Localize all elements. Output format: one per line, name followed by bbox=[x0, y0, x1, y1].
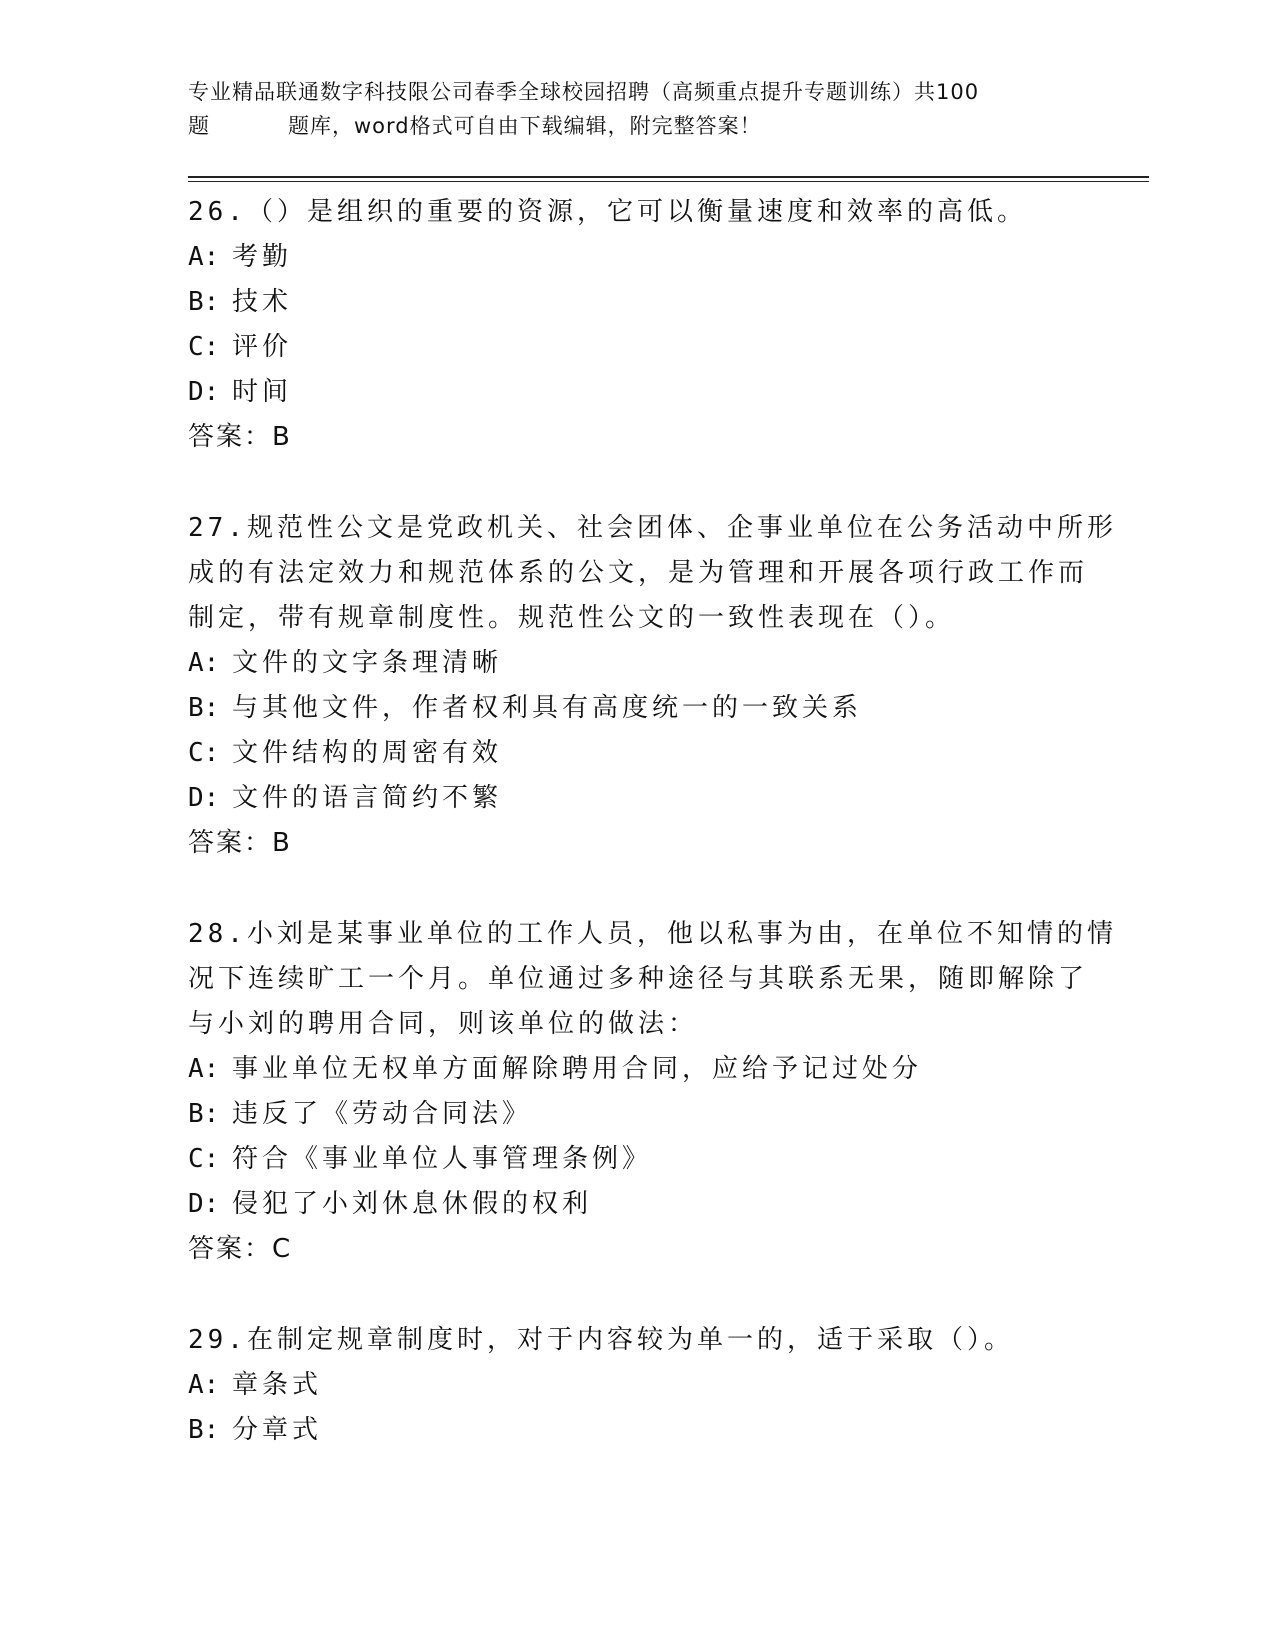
option-text: 章条式 bbox=[232, 1370, 323, 1400]
option-letter: B: bbox=[188, 1415, 220, 1445]
option-a bbox=[188, 1047, 1088, 1092]
option-letter: C: bbox=[188, 738, 220, 768]
option-letter: A: bbox=[188, 648, 220, 678]
option-letter: D: bbox=[188, 783, 220, 813]
option-text: 技术 bbox=[232, 287, 293, 317]
option-b bbox=[188, 280, 1088, 325]
question-stem: 26.（）是组织的重要的资源，它可以衡量速度和效率的高低。 bbox=[188, 197, 1027, 227]
option-a bbox=[188, 235, 1088, 280]
header-title-line-2 bbox=[188, 109, 1088, 143]
option-text: 文件的文字条理清晰 bbox=[232, 648, 503, 678]
option-c bbox=[188, 1137, 1088, 1182]
question-stem: 制定，带有规章制度性。规范性公文的一致性表现在（）。 bbox=[188, 603, 956, 633]
option-letter: A: bbox=[188, 1054, 220, 1084]
option-a bbox=[188, 641, 1088, 686]
option-b bbox=[188, 1092, 1088, 1137]
header-divider-thin bbox=[188, 181, 1149, 182]
option-d bbox=[188, 1182, 1088, 1227]
option-c bbox=[188, 731, 1088, 776]
question-stem: 27.规范性公文是党政机关、社会团体、企事业单位在公务活动中所形 bbox=[188, 513, 1117, 543]
option-text: 文件的语言简约不繁 bbox=[232, 783, 503, 813]
option-letter: D: bbox=[188, 1189, 220, 1219]
answer-line: 答案：B bbox=[188, 422, 292, 452]
question-stem: 况下连续旷工一个月。单位通过多种途径与其联系无果，随即解除了 bbox=[188, 964, 1089, 994]
question-stem: 28.小刘是某事业单位的工作人员，他以私事为由，在单位不知情的情 bbox=[188, 919, 1117, 949]
option-d bbox=[188, 776, 1088, 821]
question-list bbox=[188, 190, 1117, 1499]
option-a bbox=[188, 1363, 1088, 1408]
question-stem: 29.在制定规章制度时，对于内容较为单一的，适于采取（）。 bbox=[188, 1325, 1014, 1355]
question-26 bbox=[188, 190, 1088, 460]
option-text: 事业单位无权单方面解除聘用合同，应给予记过处分 bbox=[232, 1054, 923, 1084]
question-stem: 与小刘的聘用合同，则该单位的做法： bbox=[188, 1009, 699, 1039]
header-divider-thick bbox=[188, 176, 1149, 178]
option-b bbox=[188, 686, 1088, 731]
option-letter: B: bbox=[188, 693, 220, 723]
option-text: 分章式 bbox=[232, 1415, 323, 1445]
option-letter: C: bbox=[188, 1144, 220, 1174]
option-c bbox=[188, 325, 1088, 370]
option-text: 符合《事业单位人事管理条例》 bbox=[232, 1144, 653, 1174]
header-title-line-2-start: 题 bbox=[188, 114, 210, 138]
option-d bbox=[188, 370, 1088, 415]
option-letter: B: bbox=[188, 1099, 220, 1129]
option-text: 文件结构的周密有效 bbox=[232, 738, 503, 768]
question-stem: 成的有法定效力和规范体系的公文，是为管理和开展各项行政工作而 bbox=[188, 558, 1089, 588]
option-letter: C: bbox=[188, 332, 220, 362]
question-28 bbox=[188, 912, 1117, 1272]
option-text: 违反了《劳动合同法》 bbox=[232, 1099, 533, 1129]
answer-line: 答案：C bbox=[188, 1234, 293, 1264]
option-letter: A: bbox=[188, 242, 220, 272]
option-b bbox=[188, 1408, 1088, 1453]
option-text: 侵犯了小刘休息休假的权利 bbox=[232, 1189, 593, 1219]
option-text: 与其他文件，作者权利具有高度统一的一致关系 bbox=[232, 693, 863, 723]
page-header bbox=[188, 75, 1088, 143]
header-title-line-2-rest: 题库，word格式可自由下载编辑，附完整答案！ bbox=[288, 114, 762, 138]
option-text: 考勤 bbox=[232, 242, 293, 272]
option-letter: B: bbox=[188, 287, 220, 317]
option-text: 评价 bbox=[232, 332, 293, 362]
header-title-line-1: 专业精品联通数字科技限公司春季全球校园招聘（高频重点提升专题训练）共100 bbox=[188, 80, 980, 104]
option-letter: A: bbox=[188, 1370, 220, 1400]
option-letter: D: bbox=[188, 377, 220, 407]
answer-line: 答案：B bbox=[188, 828, 292, 858]
question-29 bbox=[188, 1318, 1088, 1453]
question-27 bbox=[188, 506, 1117, 866]
option-text: 时间 bbox=[232, 377, 293, 407]
